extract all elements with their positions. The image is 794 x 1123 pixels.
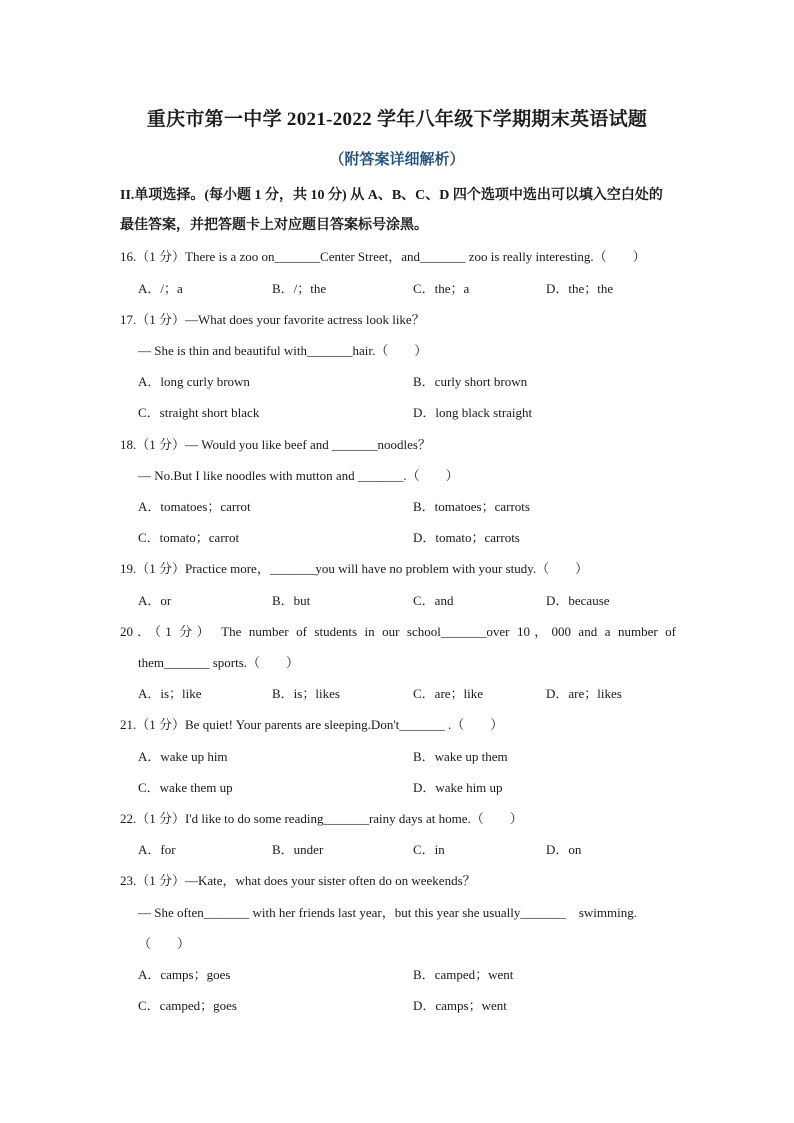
section-instruction-line-1: II.单项选择。(每小题 1 分，共 10 分) 从 A、B、C、D 四个选项中选出可以填入空白处的 — [120, 188, 663, 203]
question-22-option-d: D．on — [546, 842, 582, 857]
question-16-option-d: D．the；the — [546, 281, 614, 296]
section-instruction-line-2: 最佳答案，并把答题卡上对应题目答案标号涂黑。 — [120, 218, 428, 233]
question-18-stem-2: — No.But I like noodles with mutton and _______.（ ） — [138, 468, 459, 483]
question-23-option-b: B．camped；went — [413, 967, 514, 982]
question-23-option-c: C．camped；goes — [138, 998, 237, 1013]
question-23-stem: 23.（1 分）—Kate，what does your sister often do on weekends？ — [120, 873, 476, 888]
question-16-option-a: A．/；a — [138, 281, 183, 296]
question-22-option-a: A．for — [138, 842, 176, 857]
question-22-option-b: B．under — [272, 842, 324, 857]
question-18-stem: 18.（1 分）— Would you like beef and _______noodles？ — [120, 437, 431, 452]
question-17-option-b: B．curly short brown — [413, 374, 528, 389]
question-19-option-d: D．because — [546, 593, 610, 608]
question-20-stem-2: them_______ sports.（ ） — [138, 655, 300, 670]
question-21-option-a: A．wake up him — [138, 749, 228, 764]
question-21-option-c: C．wake them up — [138, 780, 233, 795]
question-18-option-c: C．tomato；carrot — [138, 530, 240, 545]
question-18-option-b: B．tomatoes；carrots — [413, 499, 530, 514]
question-20-option-d: D．are；likes — [546, 686, 622, 701]
question-20-option-c: C．are；like — [413, 686, 484, 701]
question-23-stem-2: — She often_______ with her friends last year，but this year she usually_______ swimming. — [138, 905, 637, 920]
question-23-option-a: A．camps；goes — [138, 967, 231, 982]
question-19-option-b: B．but — [272, 593, 311, 608]
page-subtitle: （附答案详细解析） — [329, 152, 465, 168]
question-17-option-d: D．long black straight — [413, 405, 533, 420]
question-16-option-b: B．/；the — [272, 281, 327, 296]
question-18-option-a: A．tomatoes；carrot — [138, 499, 251, 514]
question-17-stem-2: — She is thin and beautiful with_______hair.（ ） — [138, 343, 428, 358]
question-23-answer-bracket: （ ） — [138, 936, 191, 951]
question-16-option-c: C．the；a — [413, 281, 470, 296]
question-17-option-a: A．long curly brown — [138, 374, 250, 389]
question-17-stem: 17.（1 分）—What does your favorite actress look like？ — [120, 312, 425, 327]
question-19-stem: 19.（1 分）Practice more，_______you will have no problem with your study.（ ） — [120, 561, 589, 576]
question-22-stem: 22.（1 分）I'd like to do some reading_______rainy days at home.（ ） — [120, 811, 523, 826]
question-18-option-d: D．tomato；carrots — [413, 530, 520, 545]
question-19-option-a: A．or — [138, 593, 172, 608]
question-20-option-b: B．is；likes — [272, 686, 340, 701]
question-20-stem: 20．（1 分） The number of students in our school_______over 10，000 and a number of — [120, 624, 676, 639]
page-title: 重庆市第一中学 2021-2022 学年八年级下学期期末英语试题 — [146, 109, 648, 130]
question-21-option-b: B．wake up them — [413, 749, 508, 764]
question-23-option-d: D．camps；went — [413, 998, 507, 1013]
question-21-stem: 21.（1 分）Be quiet! Your parents are sleeping.Don't_______ .（ ） — [120, 717, 504, 732]
question-20-option-a: A．is；like — [138, 686, 202, 701]
question-22-option-c: C．in — [413, 842, 445, 857]
question-21-option-d: D．wake him up — [413, 780, 503, 795]
question-19-option-c: C．and — [413, 593, 454, 608]
question-17-option-c: C．straight short black — [138, 405, 260, 420]
question-16-stem: 16.（1 分）There is a zoo on_______Center Street，and_______ zoo is really interesting.（ ） — [120, 249, 646, 264]
